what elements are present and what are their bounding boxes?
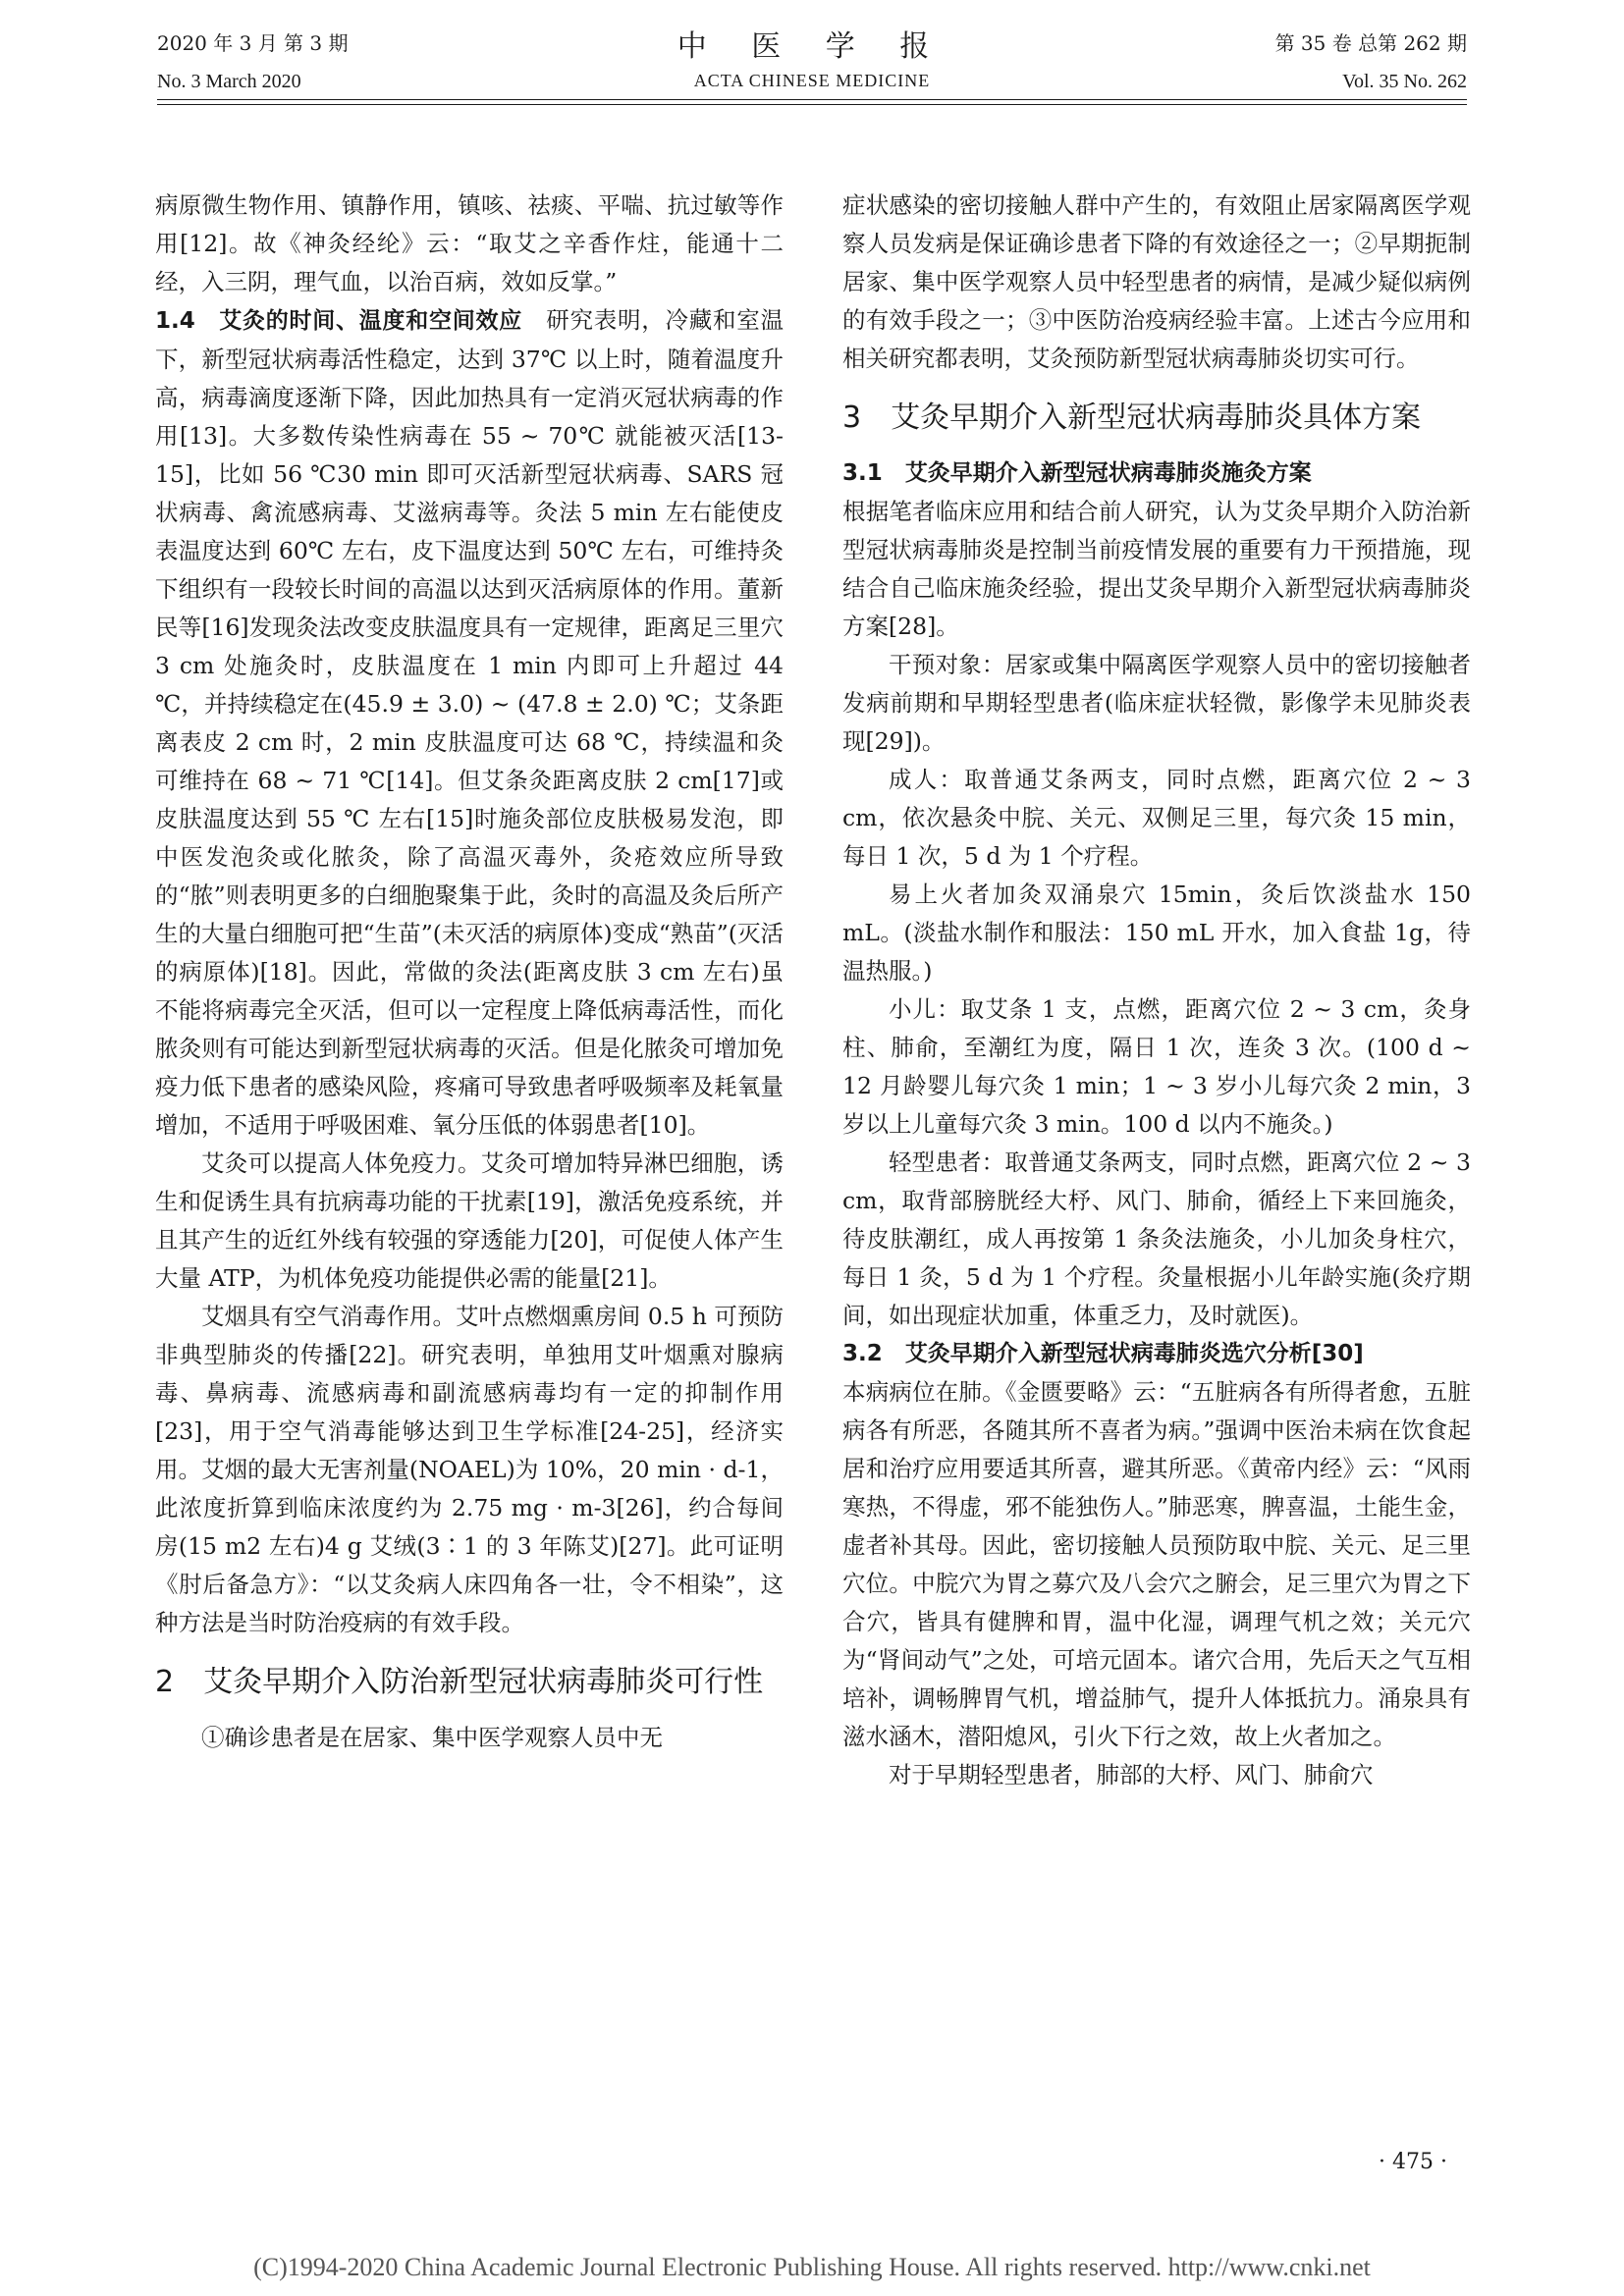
paragraph: 小儿：取艾条 1 支，点燃，距离穴位 2 ~ 3 cm，灸身柱、肺俞，至潮红为度，隔日 1 次，连灸 3 次。(100 d ~ 12 月龄婴儿每穴灸 1 min；1 ~ 3 岁小儿每穴灸 2 min，3 岁以上儿童每穴灸 3 min。100 d 以内不施灸。) [842, 995, 1471, 1138]
paragraph: 干预对象：居家或集中隔离医学观察人员中的密切接触者发病前期和早期轻型患者(临床症状轻微，影像学未见肺炎表现[29])。 [842, 651, 1471, 755]
paragraph: 轻型患者：取普通艾条两支，同时点燃，距离穴位 2 ~ 3 cm，取背部膀胱经大杼、风门、肺俞，循经上下来回施灸，待皮肤潮红，成人再按第 1 条灸法施灸，小儿加灸身柱穴，每日 1 灸，5 d 为 1 个疗程。灸量根据小儿年龄实施(灸疗期间，如出现症状加重，体重乏力，及时就医)。 [842, 1148, 1471, 1329]
section-heading-3-2: 3.2 艾灸早期介入新型冠状病毒肺炎选穴分析[30] [842, 1341, 1364, 1366]
section-heading-1-4: 1.4 艾灸的时间、温度和空间效应 [155, 308, 522, 334]
running-header-en [157, 71, 1467, 98]
paragraph: 易上火者加灸双涌泉穴 15min，灸后饮淡盐水 150 mL。(淡盐水制作和服法：150 mL 开水，加入食盐 1g，待温热服。) [842, 881, 1471, 985]
paragraph: 根据笔者临床应用和结合前人研究，认为艾灸早期介入防治新型冠状病毒肺炎是控制当前疫情发展的重要有力干预措施，现结合自己临床施灸经验，提出艾灸早期介入新型冠状病毒肺炎方案[28]。 [842, 498, 1471, 640]
section-heading-3-1: 3.1 艾灸早期介入新型冠状病毒肺炎施灸方案 [842, 460, 1312, 486]
copyright-footer: (C)1994-2020 China Academic Journal Electronic Publishing House. All rights reserved. http://www.cnki.net [253, 2253, 1371, 2281]
right-column [842, 187, 1471, 1794]
paragraph: 艾烟具有空气消毒作用。艾叶点燃烟熏房间 0.5 h 可预防非典型肺炎的传播[22]。研究表明，单独用艾叶烟熏对腺病毒、鼻病毒、流感病毒和副流感病毒均有一定的抑制作用[23]，用于空气消毒能够达到卫生学标准[24-25]，经济实用。艾烟的最大无害剂量(NOAEL)为 10%，20 min · d-1，此浓度折算到临床浓度约为 2.75 mg · m-3[26]，约合每间房(15 m2 左右)4 g 艾绒(3∶1 的 3 年陈艾)[27]。此可证明《肘后备急方》：“以艾灸病人床四角各一壮，令不相染”，这种方法是当时防治疫病的有效手段。 [155, 1303, 784, 1636]
paragraph: 病原微生物作用、镇静作用，镇咳、祛痰、平喘、抗过敏等作用[12]。故《神灸经纶》云：“取艾之辛香作炷，能通十二经，入三阴，理气血，以治百病，效如反掌。” [155, 191, 784, 295]
running-header-cn [157, 27, 1467, 64]
paragraph: 成人：取普通艾条两支，同时点燃，距离穴位 2 ~ 3 cm，依次悬灸中脘、关元、双侧足三里，每穴灸 15 min，每日 1 次，5 d 为 1 个疗程。 [842, 766, 1471, 870]
paragraph: ①确诊患者是在居家、集中医学观察人员中无 [201, 1724, 663, 1751]
section-heading-2: 2 艾灸早期介入防治新型冠状病毒肺炎可行性 [155, 1665, 764, 1699]
page-number: · 475 · [1379, 2150, 1447, 2174]
paragraph: 艾灸可以提高人体免疫力。艾灸可增加特异淋巴细胞，诱生和促诱生具有抗病毒功能的干扰素[19]，激活免疫系统，并且其产生的近红外线有较强的穿透能力[20]，可促使人体产生大量 ATP，为机体免疫功能提供必需的能量[21]。 [155, 1149, 784, 1292]
journal-title-cn: 中 医 学 报 [677, 29, 947, 64]
volume-cn: 第 35 卷 总第 262 期 [1274, 31, 1467, 55]
header-rule [157, 99, 1467, 100]
paragraph: 对于早期轻型患者，肺部的大杼、风门、肺俞穴 [889, 1761, 1374, 1789]
paragraph: 症状感染的密切接触人群中产生的，有效阻止居家隔离医学观察人员发病是保证确诊患者下降的有效途径之一；②早期扼制居家、集中医学观察人员中轻型患者的病情，是减少疑似病例的有效手段之一；③中医防治疫病经验丰富。上述古今应用和相关研究都表明，艾灸预防新型冠状病毒肺炎切实可行。 [842, 191, 1471, 372]
left-column [155, 187, 784, 1757]
volume-en: Vol. 35 No. 262 [1342, 71, 1467, 92]
journal-title-en: ACTA CHINESE MEDICINE [693, 71, 931, 90]
section-heading-3: 3 艾灸早期介入新型冠状病毒肺炎具体方案 [842, 400, 1422, 435]
paragraph: 本病病位在肺。《金匮要略》云：“五脏病各有所得者愈，五脏病各有所恶，各随其所不喜者为病。”强调中医治未病在饮食起居和治疗应用要适其所喜，避其所恶。《黄帝内经》云：“风雨寒热，不得虚，邪不能独伤人。”肺恶寒，脾喜温，土能生金，虚者补其母。因此，密切接触人员预防取中脘、关元、足三里穴位。中脘穴为胃之募穴及八会穴之腑会，足三里穴为胃之下合穴，皆具有健脾和胃，温中化湿，调理气机之效；关元穴为“肾间动气”之处，可培元固本。诸穴合用，先后天之气互相培补，调畅脾胃气机，增益肺气，提升人体抵抗力。涌泉具有滋水涵木，潜阳熄风，引火下行之效，故上火者加之。 [842, 1378, 1471, 1750]
header-rule-thin [157, 104, 1467, 105]
issue-date-cn: 2020 年 3 月 第 3 期 [157, 31, 349, 55]
issue-date-en: No. 3 March 2020 [157, 71, 301, 92]
paragraph: 研究表明，冷藏和室温下，新型冠状病毒活性稳定，达到 37℃ 以上时，随着温度升高，病毒滴度逐渐下降，因此加热具有一定消灭冠状病毒的作用[13]。大多数传染性病毒在 55 ~ 70℃ 就能被灭活[13-15]，比如 56 ℃30 min 即可灭活新型冠状病毒、SARS 冠状病毒、禽流感病毒、艾滋病毒等。灸法 5 min 左右能使皮表温度达到 60℃ 左右，皮下温度达到 50℃ 左右，可维持灸下组织有一段较长时间的高温以达到灭活病原体的作用。董新民等[16]发现灸法改变皮肤温度具有一定规律，距离足三里穴 3 cm 处施灸时，皮肤温度在 1 min 内即可上升超过 44 ℃，并持续稳定在(45.9 ± 3.0) ~ (47.8 ± 2.0) ℃；艾条距离表皮 2 cm 时，2 min 皮肤温度可达 68 ℃，持续温和灸可维持在 68 ~ 71 ℃[14]。但艾条灸距离皮肤 2 cm[17]或皮肤温度达到 55 ℃ 左右[15]时施灸部位皮肤极易发泡，即中医发泡灸或化脓灸，除了高温灭毒外，灸疮效应所导致的“脓”则表明更多的白细胞聚集于此，灸时的高温及灸后所产生的大量白细胞可把“生苗”(未灭活的病原体)变成“熟苗”(灭活的病原体)[18]。因此，常做的灸法(距离皮肤 3 cm 左右)虽不能将病毒完全灭活，但可以一定程度上降低病毒活性，而化脓灸则有可能达到新型冠状病毒的灭活。但是化脓灸可增加免疫力低下患者的感染风险，疼痛可导致患者呼吸频率及耗氧量增加，不适用于呼吸困难、氧分压低的体弱患者[10]。 [155, 306, 784, 1139]
